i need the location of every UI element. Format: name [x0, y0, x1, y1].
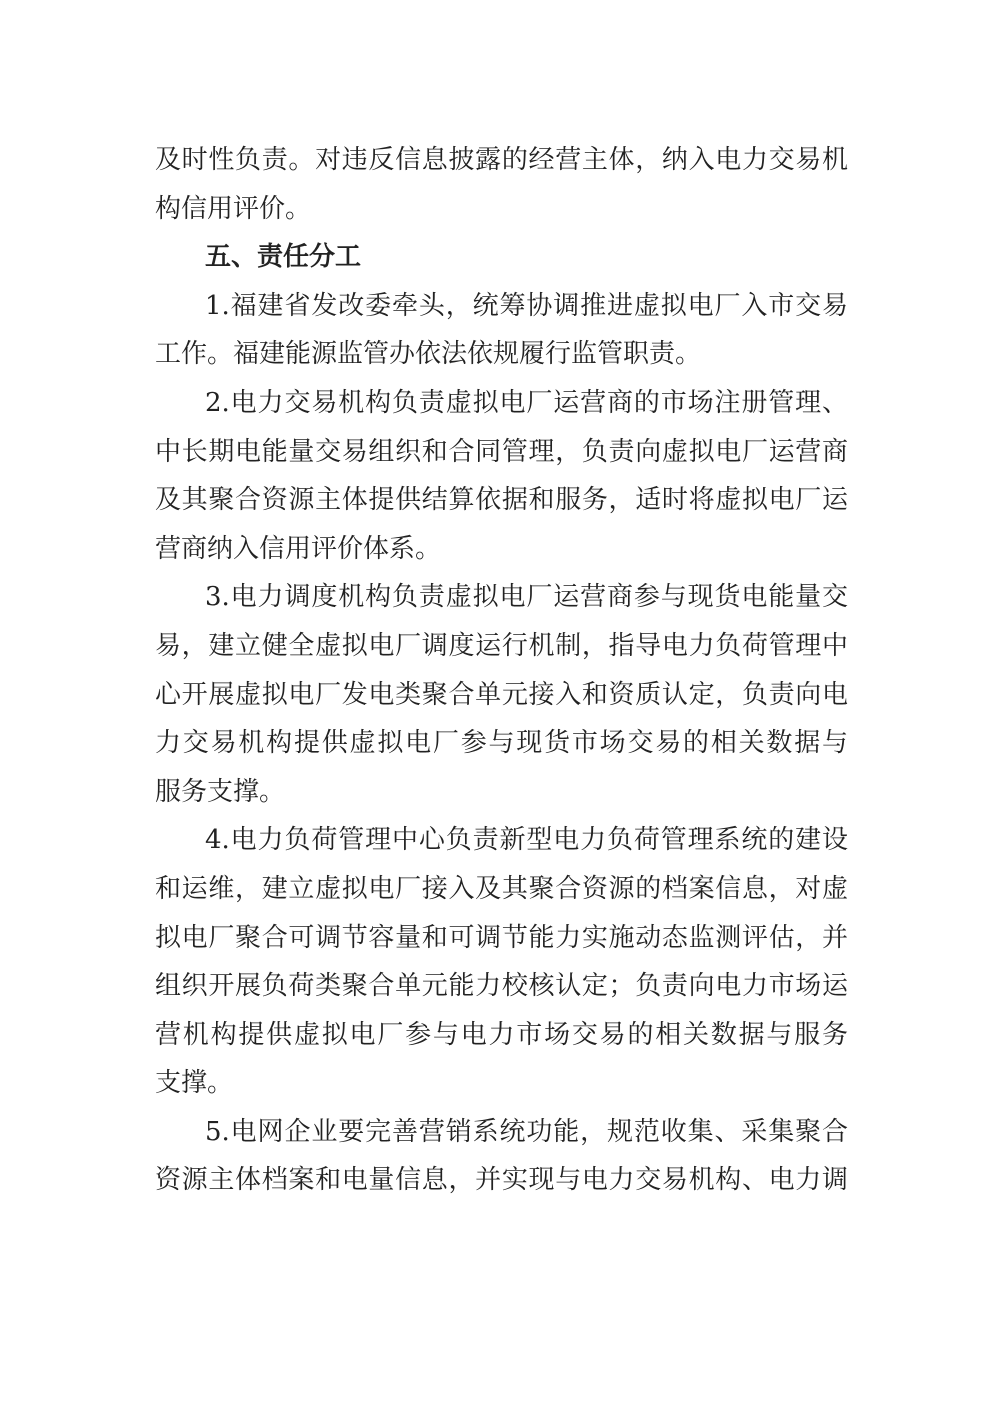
paragraph: [155, 136, 848, 233]
text-line: 组织开展负荷类聚合单元能力校核认定；负责向电力市场运: [155, 971, 848, 1002]
text-line: 5.电网企业要完善营销系统功能，规范收集、采集聚合: [205, 1116, 848, 1147]
text-line: 及时性负责。对违反信息披露的经营主体，纳入电力交易机: [155, 145, 848, 175]
text-line: 支撑。: [155, 1068, 234, 1099]
paragraph: [155, 379, 848, 573]
text-line: 4.电力负荷管理中心负责新型电力负荷管理系统的建设: [205, 825, 848, 856]
paragraph: [155, 1108, 848, 1205]
text-line: 营机构提供虚拟电厂参与电力市场交易的相关数据与服务: [155, 1019, 848, 1050]
text-line: 资源主体档案和电量信息，并实现与电力交易机构、电力调: [155, 1165, 848, 1196]
section-heading: [155, 233, 848, 282]
text-line: 3.电力调度机构负责虚拟电厂运营商参与现货电能量交: [205, 582, 848, 613]
paragraph: [155, 282, 848, 379]
text-line: 构信用评价。: [155, 193, 312, 224]
text-line: 拟电厂聚合可调节容量和可调节能力实施动态监测评估，并: [155, 922, 848, 953]
text-line: 易，建立健全虚拟电厂调度运行机制，指导电力负荷管理中: [155, 630, 848, 661]
paragraph: [155, 816, 848, 1108]
text-line: 服务支撑。: [155, 776, 286, 807]
heading-text: 五、责任分工: [205, 242, 362, 273]
text-line: 及其聚合资源主体提供结算依据和服务，适时将虚拟电厂运: [155, 485, 848, 516]
paragraph: [155, 573, 848, 816]
text-line: 2.电力交易机构负责虚拟电厂运营商的市场注册管理、: [205, 387, 848, 418]
text-line: 和运维，建立虚拟电厂接入及其聚合资源的档案信息，对虚: [155, 873, 848, 904]
text-line: 1.福建省发改委牵头，统筹协调推进虚拟电厂入市交易: [205, 290, 848, 321]
text-line: 心开展虚拟电厂发电类聚合单元接入和资质认定，负责向电: [155, 679, 848, 710]
text-line: 中长期电能量交易组织和合同管理，负责向虚拟电厂运营商: [155, 436, 848, 467]
text-line: 力交易机构提供虚拟电厂参与现货市场交易的相关数据与: [155, 728, 848, 759]
text-line: 工作。福建能源监管办依法依规履行监管职责。: [155, 339, 702, 370]
text-line: 营商纳入信用评价体系。: [155, 533, 442, 564]
document-body: [155, 136, 848, 1205]
